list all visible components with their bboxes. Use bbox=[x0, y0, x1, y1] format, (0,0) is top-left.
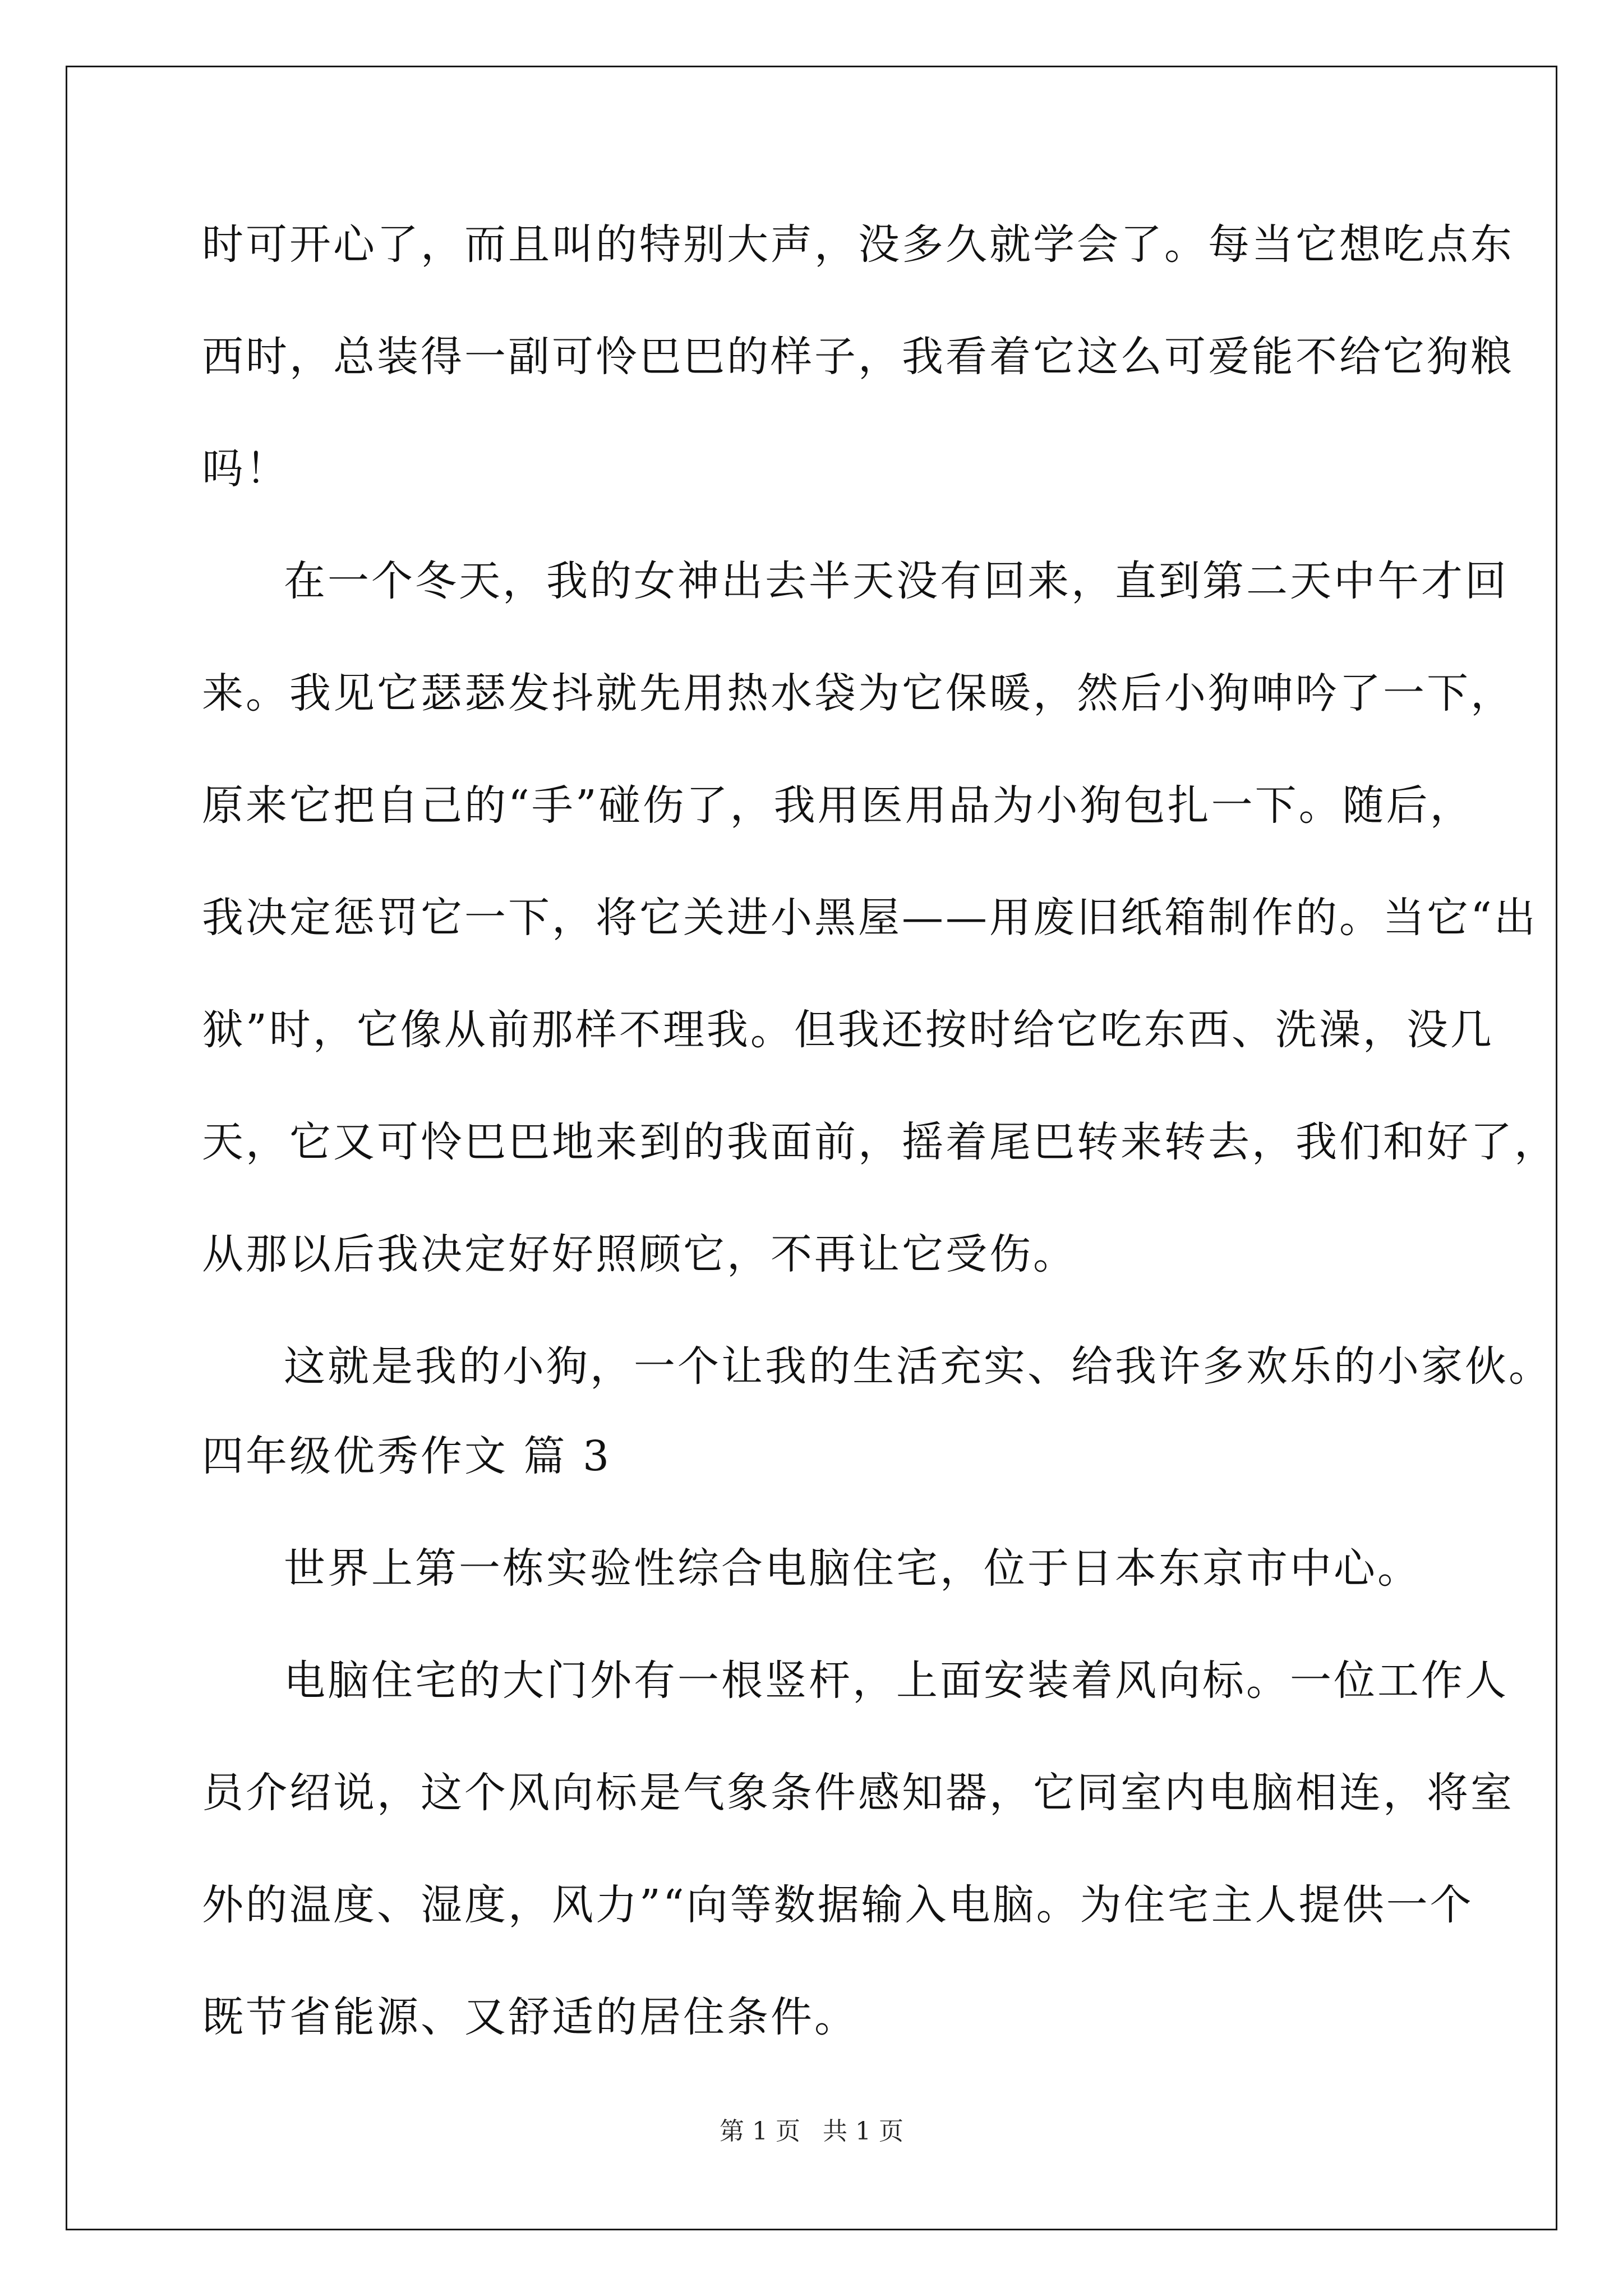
paragraph-first-line: 电脑住宅的大门外有一根竖杆，上面安装着风向标。一位工作人 bbox=[284, 1657, 1509, 1705]
text-line: 时可开心了，而且叫的特别大声，没多久就学会了。每当它想吃点东 bbox=[202, 220, 1514, 269]
section-heading: 四年级优秀作文 篇 3 bbox=[202, 1432, 612, 1480]
paragraph-first-line: 世界上第一栋实验性综合电脑住宅，位于日本东京市中心。 bbox=[284, 1544, 1421, 1593]
text-line: 西时，总装得一副可怜巴巴的样子，我看着它这么可爱能不给它狗粮 bbox=[202, 333, 1514, 381]
page-number: 第 1 页 bbox=[720, 2117, 800, 2146]
text-line: 外的温度、湿度，风力”“向等数据输入电脑。为住宅主人提供一个 bbox=[202, 1881, 1474, 1929]
text-line: 既节省能源、又舒适的居住条件。 bbox=[202, 1993, 858, 2041]
text-line: 原来它把自己的“手”碰伤了，我用医用品为小狗包扎一下。随后， bbox=[202, 781, 1474, 830]
text-line: 从那以后我决定好好照顾它，不再让它受伤。 bbox=[202, 1230, 1077, 1278]
paragraph-first-line: 这就是我的小狗，一个让我的生活充实、给我许多欢乐的小家伙。 bbox=[284, 1342, 1552, 1391]
text-line: 吗！ bbox=[202, 445, 289, 493]
page-footer bbox=[0, 2115, 1623, 2148]
text-line: 天，它又可怜巴巴地来到的我面前，摇着尾巴转来转去，我们和好了， bbox=[202, 1118, 1558, 1166]
text-line: 员介绍说，这个风向标是气象条件感知器，它同室内电脑相连，将室 bbox=[202, 1769, 1514, 1817]
text-line: 我决定惩罚它一下，将它关进小黑屋——用废旧纸箱制作的。当它“出 bbox=[202, 894, 1538, 942]
text-line: 来。我见它瑟瑟发抖就先用热水袋为它保暖，然后小狗呻吟了一下， bbox=[202, 669, 1514, 717]
paragraph-first-line: 在一个冬天，我的女神出去半天没有回来，直到第二天中午才回 bbox=[284, 557, 1509, 605]
text-line: 狱”时，它像从前那样不理我。但我还按时给它吃东西、洗澡，没几 bbox=[202, 1006, 1494, 1054]
page-total: 共 1 页 bbox=[823, 2117, 903, 2146]
